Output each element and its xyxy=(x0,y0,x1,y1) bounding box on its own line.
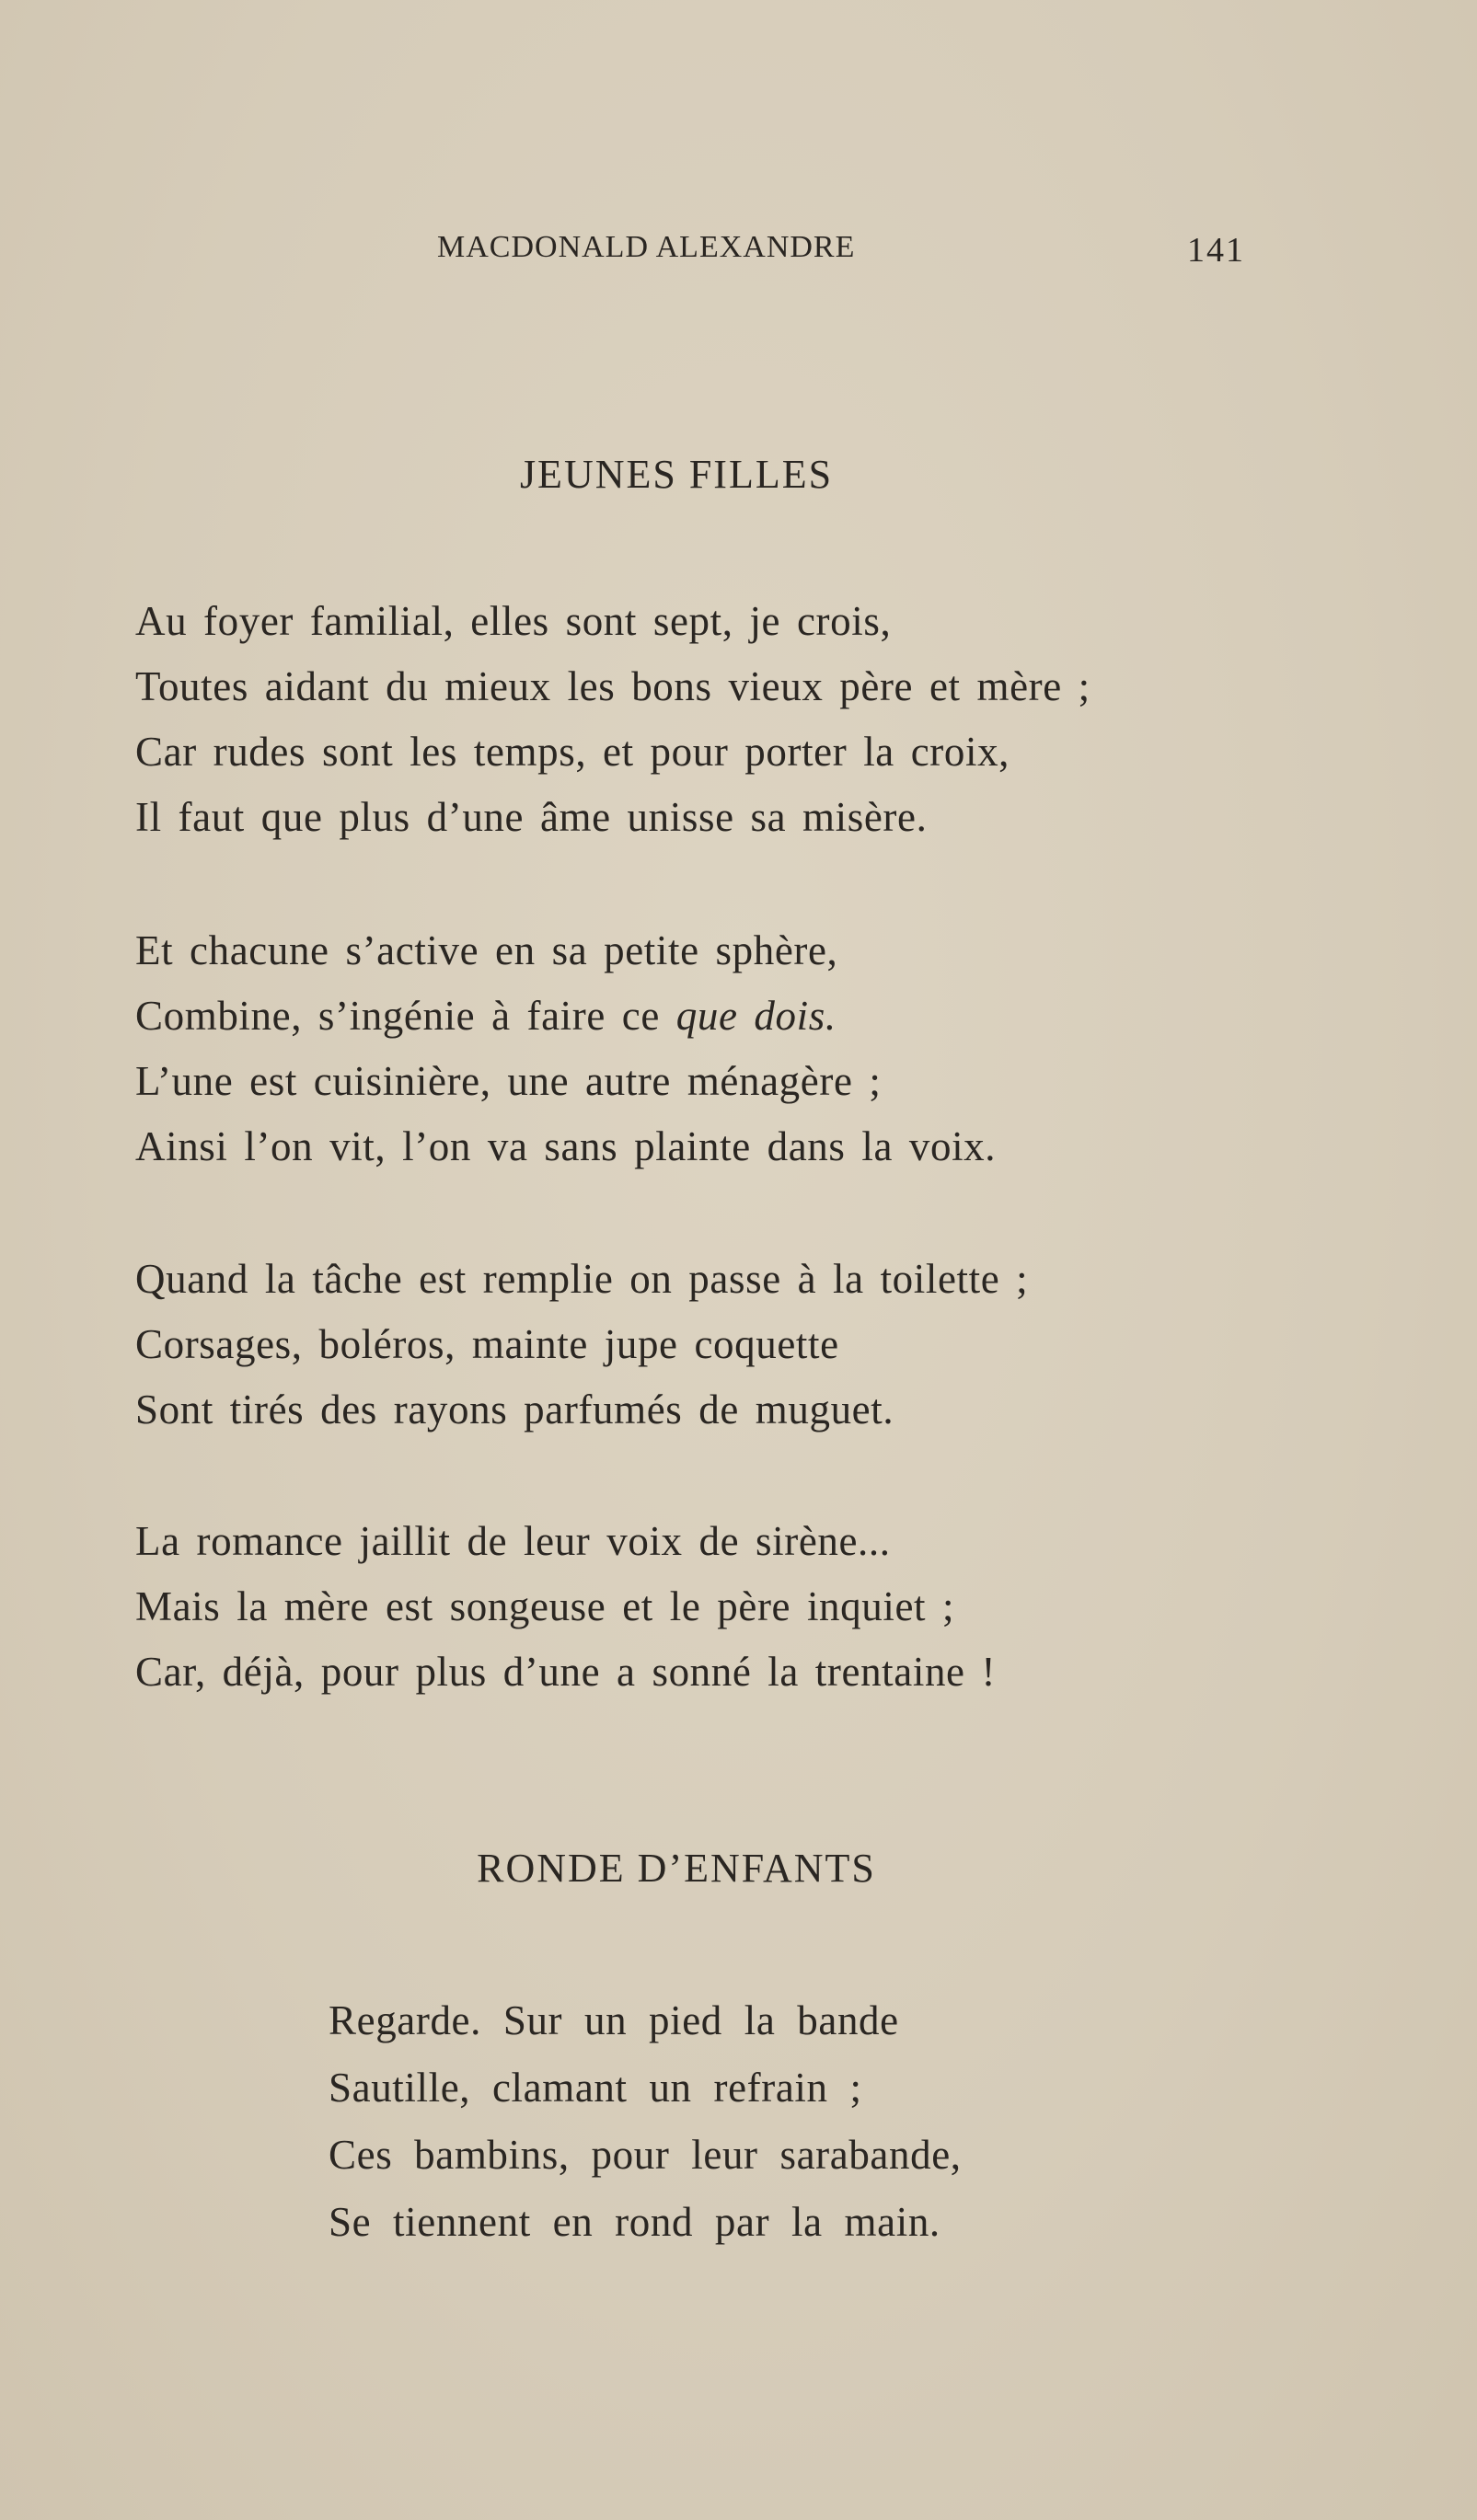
verse-line-text: Combine, s’ingénie à faire ce xyxy=(135,993,676,1039)
poem-title: RONDE D’ENFANTS xyxy=(477,1846,876,1891)
verse-line: Regarde. Sur un pied la bande xyxy=(329,1997,899,2043)
italic-phrase: que dois. xyxy=(675,993,837,1039)
verse-line: Sont tirés des rayons parfumés de muguet. xyxy=(135,1387,894,1433)
verse-line: Corsages, boléros, mainte jupe coquette xyxy=(135,1321,839,1367)
page-header xyxy=(0,230,1477,276)
verse-line: Car, déjà, pour plus d’une a sonné la trentaine ! xyxy=(135,1649,997,1695)
verse-line: Toutes aidant du mieux les bons vieux père et mère ; xyxy=(135,663,1090,709)
verse-line: Ainsi l’on vit, l’on va sans plainte dans la voix. xyxy=(135,1123,997,1169)
verse-line: L’une est cuisinière, une autre ménagère ; xyxy=(135,1058,882,1104)
stanza xyxy=(135,1247,1359,1443)
verse-line xyxy=(135,984,1359,1049)
verse-line: La romance jaillit de leur voix de sirène... xyxy=(135,1518,891,1564)
verse-line: Car rudes sont les temps, et pour porter la croix, xyxy=(135,729,1010,775)
stanza xyxy=(135,589,1359,850)
stanza xyxy=(135,1509,1359,1705)
stanza xyxy=(135,918,1359,1179)
verse-line: Mais la mère est songeuse et le père inquiet ; xyxy=(135,1583,955,1629)
verse-line: Se tiennent en rond par la main. xyxy=(329,2199,940,2245)
poem-title: JEUNES FILLES xyxy=(519,452,834,497)
verse-line: Quand la tâche est remplie on passe à la toilette ; xyxy=(135,1256,1029,1302)
page-number: 141 xyxy=(1187,231,1245,270)
stanza xyxy=(329,1987,1249,2256)
verse-line: Et chacune s’active en sa petite sphère, xyxy=(135,927,838,973)
running-head: MACDONALD ALEXANDRE xyxy=(437,230,856,264)
verse-line: Sautille, clamant un refrain ; xyxy=(329,2065,862,2111)
verse-line: Ces bambins, pour leur sarabande, xyxy=(329,2132,962,2178)
verse-line: Au foyer familial, elles sont sept, je crois, xyxy=(135,598,892,644)
verse-line: Il faut que plus d’une âme unisse sa misère. xyxy=(135,794,928,840)
